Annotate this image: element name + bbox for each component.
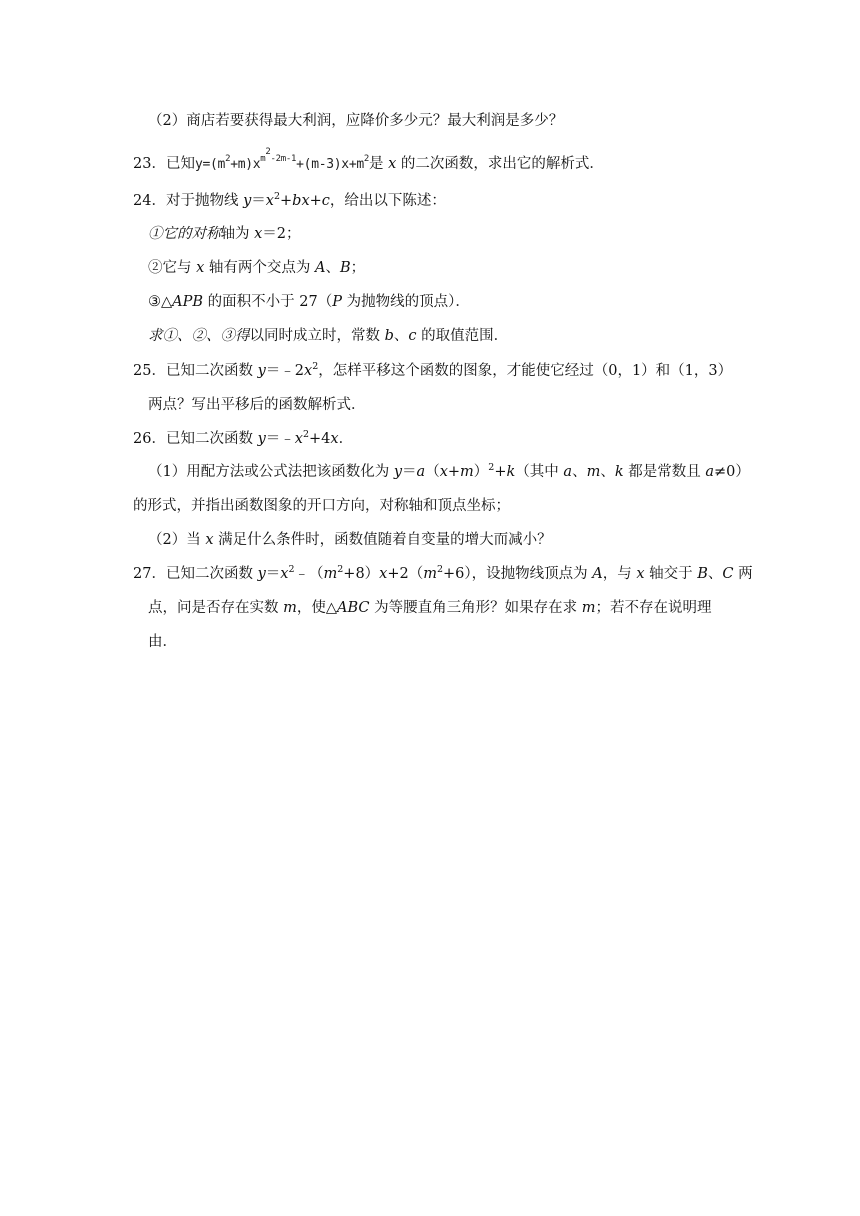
- q24-item-1: ①它的对称轴为 x＝2；: [148, 226, 301, 242]
- question-23: 23．已知$y=(m^2+m)x^{m^2-2m-1}+(m-3)x+m^2$是 x 的二次函数，求出它的解析式．: [133, 147, 604, 172]
- q24-item-2: ②它与 x 轴有两个交点为 A、B；: [148, 260, 366, 276]
- question-number: 27．: [133, 566, 166, 582]
- question-number: 23．: [133, 156, 166, 172]
- question-number: 25．: [133, 363, 166, 379]
- q27-line-2: 点，问是否存在实数 m，使△ABC 为等腰直角三角形？如果存在求 m；若不存在说明理: [148, 600, 712, 616]
- formula-image: $y=(m^2+m)x^{m^2-2m-1}+(m-3)x+m^2$: [194, 147, 370, 172]
- q27-line-3: 由．: [148, 634, 177, 650]
- q25-line-2: 两点？写出平移后的函数解析式．: [148, 397, 366, 413]
- question-24: 24．对于抛物线 $y=x^2+bx+c$，给出以下陈述：: [133, 191, 446, 209]
- q24-item-3: ③△APB 的面积不小于 27（P 为抛物线的顶点）．: [148, 294, 470, 310]
- question-number: 26．: [133, 431, 166, 447]
- question-number: 24．: [133, 193, 166, 209]
- question-26: 26．已知二次函数 $y=﹣x^2+4x$．: [133, 429, 354, 447]
- q22-part2: （2）商店若要获得最大利润，应降价多少元？最大利润是多少？: [148, 113, 564, 129]
- q26-part1-cont: 的形式，并指出函数图象的开口方向，对称轴和顶点坐标；: [133, 498, 510, 514]
- q26-part2: （2）当 x 满足什么条件时，函数值随着自变量的增大而减小？: [148, 532, 552, 548]
- q26-part1: （1）用配方法或公式法把该函数化为 $y=a(x+m)^2+k$（其中 a、m、k 都是常数且 a≠0）: [148, 462, 750, 480]
- question-27: 27．已知二次函数 $y=x^2﹣(m^2+8)x+2(m^2+6)$，设抛物线顶点为 A，与 x 轴交于 B、C 两: [133, 564, 753, 582]
- q24-ask: 求①、②、③得以同时成立时，常数 b、c 的取值范围．: [148, 328, 509, 344]
- question-25: 25．已知二次函数 $y=﹣2x^2$，怎样平移这个函数的图象，才能使它经过（0，1）和（1，3）: [133, 361, 733, 379]
